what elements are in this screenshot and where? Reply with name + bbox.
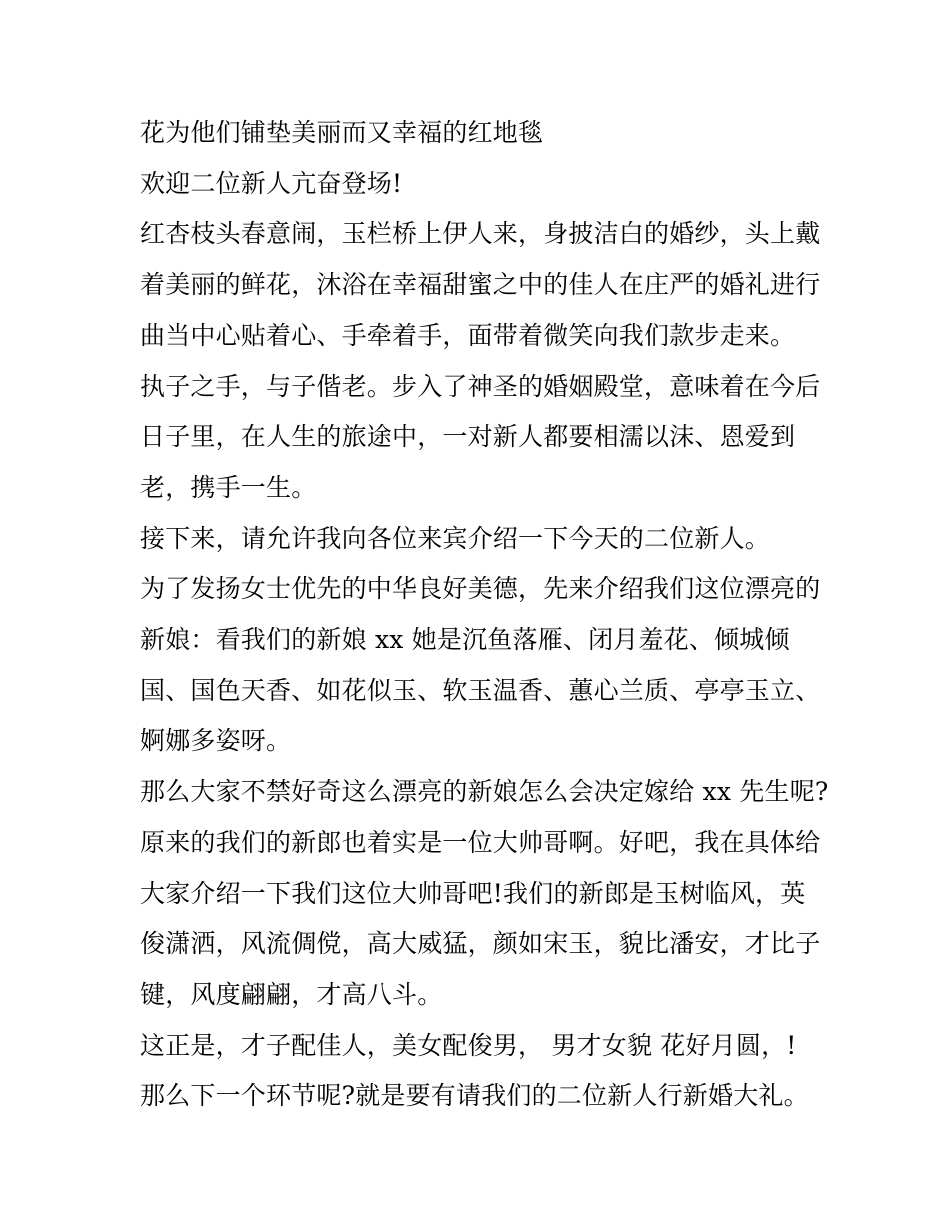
text-line: 俊潇洒，风流倜傥，高大威猛，颜如宋玉，貌比潘安，才比子 [140,929,821,959]
text-line: 大家介绍一下我们这位大帅哥吧!我们的新郎是玉树临风，英 [140,878,806,908]
text-line: 着美丽的鲜花，沐浴在幸福甜蜜之中的佳人在庄严的婚礼进行 [140,270,821,300]
paragraph-next-segment [140,1071,830,1122]
paragraph-red-carpet [140,108,830,159]
text-line: 为了发扬女士优先的中华良好美德，先来介绍我们这位漂亮的 [140,574,821,604]
text-line: 欢迎二位新人亢奋登场! [140,168,403,198]
text-line: 曲当中心贴着心、手牵着手，面带着微笑向我们款步走来。 [140,320,796,350]
paragraph-bride-entrance [140,209,830,361]
text-line: 原来的我们的新郎也着实是一位大帅哥啊。好吧，我在具体给 [140,827,821,857]
document-body [140,108,830,1122]
text-line: 花为他们铺垫美丽而又幸福的红地毯 [140,118,544,147]
text-line: 国、国色天香、如花似玉、软玉温香、蕙心兰质、亭亭玉立、 [140,675,821,705]
paragraph-welcome [140,159,830,210]
paragraph-introduction [140,514,830,565]
paragraph-perfect-match [140,1021,830,1072]
paragraph-groom-intro [140,767,830,1021]
text-line: 那么下一个环节呢?就是要有请我们的二位新人行新婚大礼。 [140,1081,809,1111]
text-line: 日子里，在人生的旅途中，一对新人都要相濡以沫、恩爱到 [140,422,796,452]
text-line: 婀娜多姿呀。 [140,726,292,756]
text-line: 键，风度翩翩，才高八斗。 [140,979,443,1009]
text-line: 这正是，才子配佳人，美女配俊男， 男才女貌 花好月圆，! [140,1030,797,1060]
paragraph-bride-intro [140,564,830,767]
paragraph-hand-in-hand [140,362,830,514]
text-line: 那么大家不禁好奇这么漂亮的新娘怎么会决定嫁给 xx 先生呢? [140,777,829,807]
text-line: 执子之手，与子偕老。步入了神圣的婚姻殿堂，意味着在今后 [140,371,821,401]
text-line: 新娘：看我们的新娘 xx 她是沉鱼落雁、闭月羞花、倾城倾 [140,625,790,655]
text-line: 老，携手一生。 [140,472,317,502]
text-line: 红杏枝头春意闹，玉栏桥上伊人来，身披洁白的婚纱，头上戴 [140,219,821,249]
text-line: 接下来，请允许我向各位来宾介绍一下今天的二位新人。 [140,523,771,553]
